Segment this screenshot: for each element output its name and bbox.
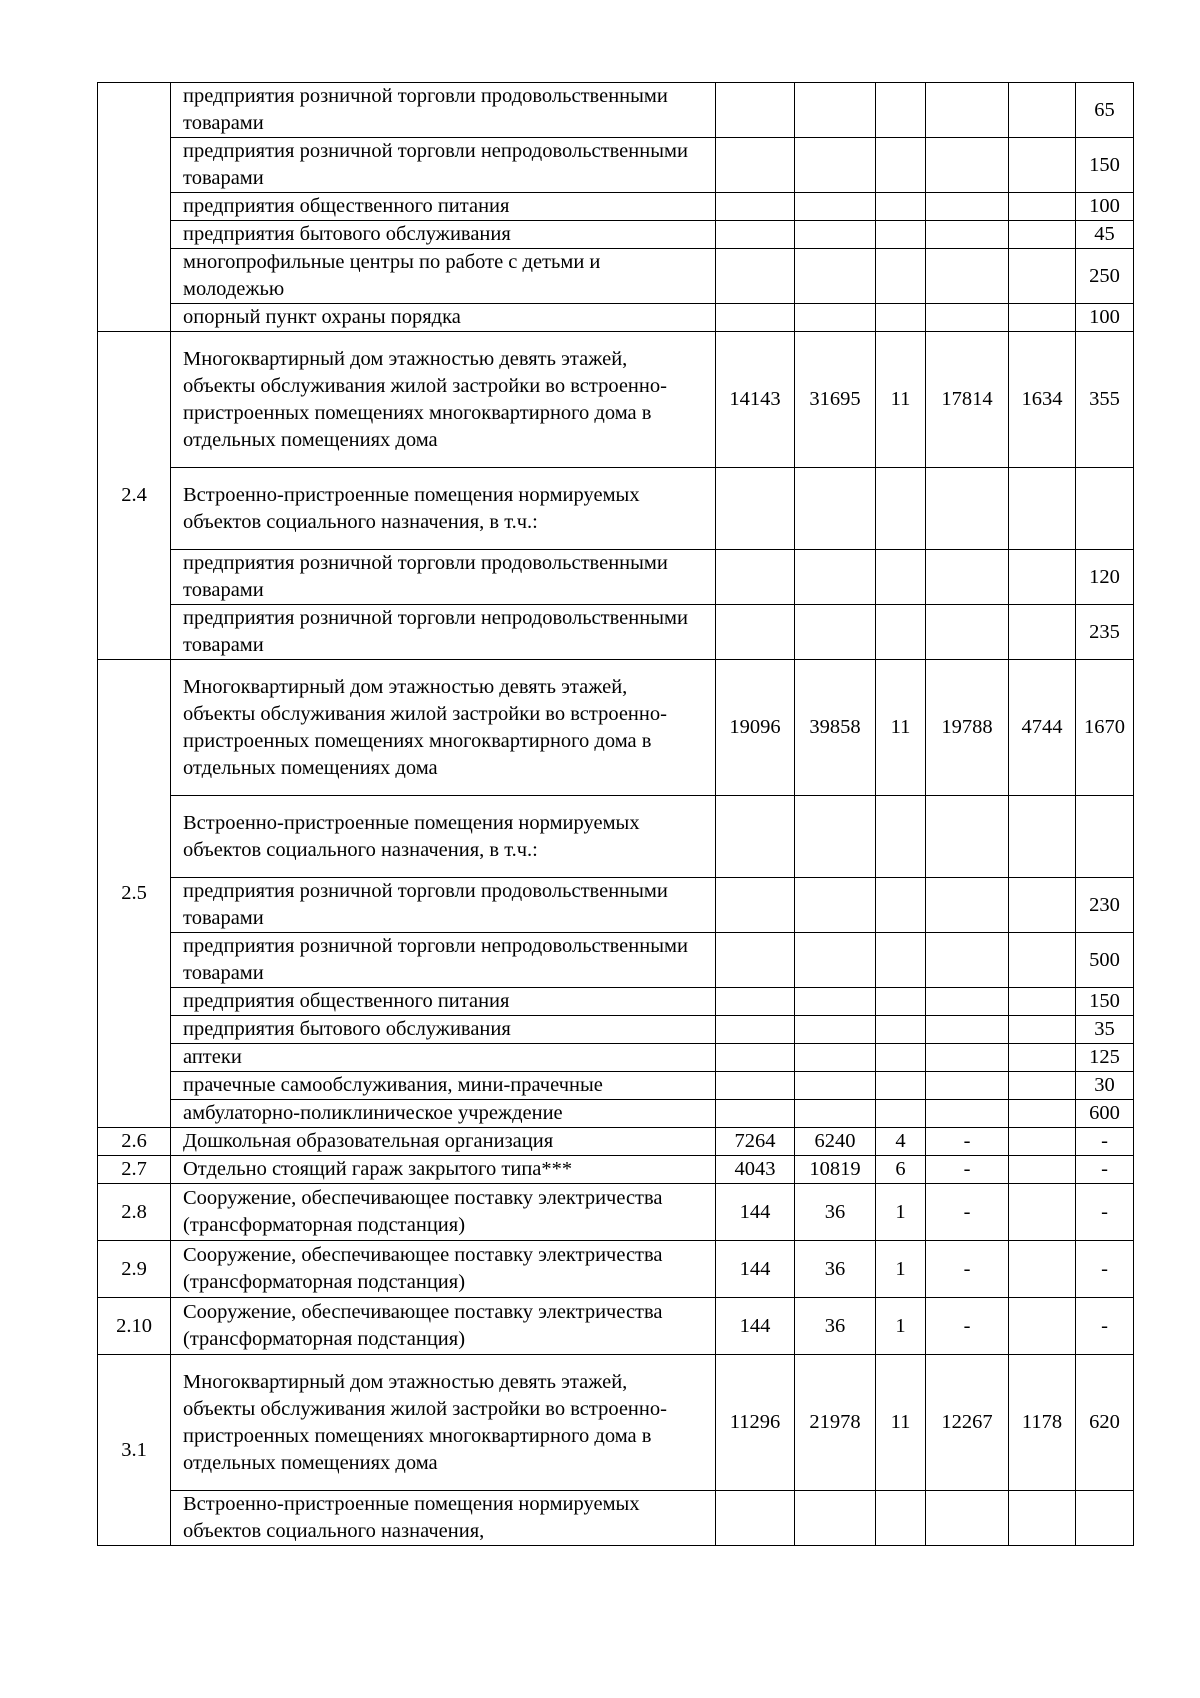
cell-c4: 17814 xyxy=(926,332,1009,468)
cell-c5 xyxy=(1009,878,1076,933)
cell-c5 xyxy=(1009,796,1076,878)
cell-c3 xyxy=(876,1044,926,1072)
cell-c4 xyxy=(926,933,1009,988)
table-row xyxy=(98,304,1134,332)
cell-c5 xyxy=(1009,1128,1076,1156)
cell-c6: - xyxy=(1076,1128,1134,1156)
table-row xyxy=(98,878,1134,933)
cell-c3 xyxy=(876,605,926,660)
cell-c2: 21978 xyxy=(795,1355,876,1491)
cell-c5 xyxy=(1009,304,1076,332)
cell-c4: - xyxy=(926,1298,1009,1355)
cell-c3 xyxy=(876,1016,926,1044)
table-row xyxy=(98,1016,1134,1044)
cell-c2 xyxy=(795,605,876,660)
cell-c5 xyxy=(1009,1016,1076,1044)
cell-c4 xyxy=(926,1491,1009,1546)
cell-c5 xyxy=(1009,1100,1076,1128)
cell-c1 xyxy=(716,1044,795,1072)
cell-c4 xyxy=(926,878,1009,933)
table-row xyxy=(98,468,1134,550)
cell-c4: 19788 xyxy=(926,660,1009,796)
cell-c6 xyxy=(1076,468,1134,550)
table-row xyxy=(98,1298,1134,1355)
row-name: Многоквартирный дом этажностью девять этажей, объекты обслуживания жилой застройки во встроенно-пристроенных помещениях многоквартирного дома в отдельных помещениях дома xyxy=(171,332,716,468)
cell-c2 xyxy=(795,304,876,332)
cell-c4 xyxy=(926,83,1009,138)
cell-c3: 11 xyxy=(876,332,926,468)
cell-c2: 36 xyxy=(795,1298,876,1355)
cell-c5 xyxy=(1009,1156,1076,1184)
data-table xyxy=(97,82,1134,1546)
row-name: аптеки xyxy=(171,1044,716,1072)
cell-c3 xyxy=(876,1072,926,1100)
cell-c4 xyxy=(926,796,1009,878)
cell-c1 xyxy=(716,796,795,878)
table-row xyxy=(98,83,1134,138)
table-row xyxy=(98,193,1134,221)
table-row xyxy=(98,1491,1134,1546)
cell-c3 xyxy=(876,550,926,605)
cell-c6 xyxy=(1076,796,1134,878)
table-row xyxy=(98,221,1134,249)
cell-c3 xyxy=(876,249,926,304)
cell-c5 xyxy=(1009,1072,1076,1100)
row-name: опорный пункт охраны порядка xyxy=(171,304,716,332)
row-number: 2.10 xyxy=(98,1298,171,1355)
cell-c2 xyxy=(795,193,876,221)
cell-c5 xyxy=(1009,138,1076,193)
cell-c2: 31695 xyxy=(795,332,876,468)
row-number: 2.6 xyxy=(98,1128,171,1156)
cell-c2: 39858 xyxy=(795,660,876,796)
cell-c3 xyxy=(876,468,926,550)
table-row xyxy=(98,1128,1134,1156)
cell-c1 xyxy=(716,1491,795,1546)
cell-c4: 12267 xyxy=(926,1355,1009,1491)
cell-c5 xyxy=(1009,550,1076,605)
cell-c4 xyxy=(926,468,1009,550)
cell-c5 xyxy=(1009,249,1076,304)
cell-c2 xyxy=(795,1016,876,1044)
cell-c6: 35 xyxy=(1076,1016,1134,1044)
row-name: Сооружение, обеспечивающее поставку электричества (трансформаторная подстанция) xyxy=(171,1241,716,1298)
cell-c1: 144 xyxy=(716,1298,795,1355)
cell-c5 xyxy=(1009,193,1076,221)
row-number: 2.4 xyxy=(98,332,171,660)
cell-c2 xyxy=(795,138,876,193)
table-row xyxy=(98,550,1134,605)
row-number: 2.5 xyxy=(98,660,171,1128)
cell-c2 xyxy=(795,1491,876,1546)
cell-c5: 1178 xyxy=(1009,1355,1076,1491)
row-name: предприятия бытового обслуживания xyxy=(171,1016,716,1044)
table-row xyxy=(98,332,1134,468)
row-name: Дошкольная образовательная организация xyxy=(171,1128,716,1156)
cell-c3 xyxy=(876,988,926,1016)
cell-c2 xyxy=(795,83,876,138)
table-row xyxy=(98,1241,1134,1298)
table-row xyxy=(98,138,1134,193)
cell-c1: 19096 xyxy=(716,660,795,796)
row-number: 2.7 xyxy=(98,1156,171,1184)
cell-c5 xyxy=(1009,605,1076,660)
table-row xyxy=(98,1072,1134,1100)
cell-c1 xyxy=(716,304,795,332)
cell-c6: - xyxy=(1076,1298,1134,1355)
row-name: Отдельно стоящий гараж закрытого типа*** xyxy=(171,1156,716,1184)
cell-c1 xyxy=(716,1072,795,1100)
cell-c2 xyxy=(795,550,876,605)
cell-c4 xyxy=(926,1072,1009,1100)
cell-c3 xyxy=(876,83,926,138)
row-name: предприятия бытового обслуживания xyxy=(171,221,716,249)
cell-c6: 125 xyxy=(1076,1044,1134,1072)
cell-c6: 620 xyxy=(1076,1355,1134,1491)
cell-c1 xyxy=(716,193,795,221)
row-number xyxy=(98,83,171,332)
cell-c5 xyxy=(1009,1184,1076,1241)
cell-c3: 1 xyxy=(876,1298,926,1355)
cell-c4: - xyxy=(926,1184,1009,1241)
cell-c6 xyxy=(1076,1491,1134,1546)
cell-c1 xyxy=(716,468,795,550)
cell-c4 xyxy=(926,988,1009,1016)
table-row xyxy=(98,660,1134,796)
cell-c5 xyxy=(1009,83,1076,138)
table-row xyxy=(98,1156,1134,1184)
cell-c2: 36 xyxy=(795,1184,876,1241)
cell-c4: - xyxy=(926,1241,1009,1298)
cell-c4 xyxy=(926,138,1009,193)
table-row xyxy=(98,249,1134,304)
cell-c3: 11 xyxy=(876,660,926,796)
cell-c2 xyxy=(795,796,876,878)
cell-c3 xyxy=(876,304,926,332)
row-name: амбулаторно-поликлиническое учреждение xyxy=(171,1100,716,1128)
row-name: предприятия розничной торговли продовольственными товарами xyxy=(171,83,716,138)
cell-c5 xyxy=(1009,1298,1076,1355)
cell-c3: 1 xyxy=(876,1184,926,1241)
row-name: Многоквартирный дом этажностью девять этажей, объекты обслуживания жилой застройки во встроенно-пристроенных помещениях многоквартирного дома в отдельных помещениях дома xyxy=(171,1355,716,1491)
cell-c4 xyxy=(926,550,1009,605)
cell-c2 xyxy=(795,249,876,304)
table-row xyxy=(98,1100,1134,1128)
row-number: 3.1 xyxy=(98,1355,171,1546)
cell-c3 xyxy=(876,193,926,221)
cell-c1 xyxy=(716,550,795,605)
cell-c3 xyxy=(876,796,926,878)
cell-c5 xyxy=(1009,933,1076,988)
cell-c2 xyxy=(795,1044,876,1072)
cell-c1 xyxy=(716,988,795,1016)
cell-c6: 65 xyxy=(1076,83,1134,138)
cell-c5: 4744 xyxy=(1009,660,1076,796)
row-name: предприятия розничной торговли непродовольственными товарами xyxy=(171,605,716,660)
cell-c1: 7264 xyxy=(716,1128,795,1156)
cell-c6: 120 xyxy=(1076,550,1134,605)
cell-c4 xyxy=(926,605,1009,660)
cell-c4: - xyxy=(926,1156,1009,1184)
cell-c6: 30 xyxy=(1076,1072,1134,1100)
table-row xyxy=(98,1355,1134,1491)
row-name: предприятия общественного питания xyxy=(171,988,716,1016)
row-name: Многоквартирный дом этажностью девять этажей, объекты обслуживания жилой застройки во встроенно-пристроенных помещениях многоквартирного дома в отдельных помещениях дома xyxy=(171,660,716,796)
cell-c6: 230 xyxy=(1076,878,1134,933)
cell-c1: 11296 xyxy=(716,1355,795,1491)
cell-c4 xyxy=(926,1100,1009,1128)
cell-c5: 1634 xyxy=(1009,332,1076,468)
cell-c5 xyxy=(1009,988,1076,1016)
cell-c6: 100 xyxy=(1076,193,1134,221)
row-name: предприятия розничной торговли непродовольственными товарами xyxy=(171,933,716,988)
cell-c2 xyxy=(795,1072,876,1100)
cell-c6: 100 xyxy=(1076,304,1134,332)
cell-c4 xyxy=(926,249,1009,304)
cell-c1: 4043 xyxy=(716,1156,795,1184)
row-name: предприятия общественного питания xyxy=(171,193,716,221)
cell-c2 xyxy=(795,988,876,1016)
cell-c6: 500 xyxy=(1076,933,1134,988)
row-name: Встроенно-пристроенные помещения нормируемых объектов социального назначения, в т.ч.: xyxy=(171,468,716,550)
cell-c3 xyxy=(876,878,926,933)
row-name: Сооружение, обеспечивающее поставку электричества (трансформаторная подстанция) xyxy=(171,1184,716,1241)
cell-c3 xyxy=(876,138,926,193)
row-name: предприятия розничной торговли продовольственными товарами xyxy=(171,550,716,605)
cell-c1 xyxy=(716,605,795,660)
cell-c4 xyxy=(926,304,1009,332)
cell-c1: 144 xyxy=(716,1184,795,1241)
cell-c1 xyxy=(716,138,795,193)
cell-c1 xyxy=(716,83,795,138)
cell-c4 xyxy=(926,221,1009,249)
cell-c1 xyxy=(716,249,795,304)
cell-c2: 6240 xyxy=(795,1128,876,1156)
table-row xyxy=(98,1184,1134,1241)
cell-c5 xyxy=(1009,1241,1076,1298)
cell-c5 xyxy=(1009,1491,1076,1546)
cell-c1: 144 xyxy=(716,1241,795,1298)
table-row xyxy=(98,1044,1134,1072)
cell-c6: 250 xyxy=(1076,249,1134,304)
cell-c1 xyxy=(716,878,795,933)
cell-c6: - xyxy=(1076,1241,1134,1298)
cell-c6: 1670 xyxy=(1076,660,1134,796)
cell-c3 xyxy=(876,1491,926,1546)
cell-c1 xyxy=(716,1100,795,1128)
cell-c3 xyxy=(876,221,926,249)
cell-c3: 4 xyxy=(876,1128,926,1156)
cell-c6: - xyxy=(1076,1156,1134,1184)
cell-c6: 600 xyxy=(1076,1100,1134,1128)
cell-c2: 10819 xyxy=(795,1156,876,1184)
cell-c6: 45 xyxy=(1076,221,1134,249)
cell-c4 xyxy=(926,1016,1009,1044)
row-name: Встроенно-пристроенные помещения нормируемых объектов социального назначения, в т.ч.: xyxy=(171,796,716,878)
table-row xyxy=(98,796,1134,878)
cell-c5 xyxy=(1009,221,1076,249)
cell-c1 xyxy=(716,933,795,988)
cell-c5 xyxy=(1009,468,1076,550)
cell-c3: 6 xyxy=(876,1156,926,1184)
row-number: 2.8 xyxy=(98,1184,171,1241)
row-name: многопрофильные центры по работе с детьми и молодежью xyxy=(171,249,716,304)
cell-c2 xyxy=(795,878,876,933)
row-name: предприятия розничной торговли продовольственными товарами xyxy=(171,878,716,933)
cell-c3: 1 xyxy=(876,1241,926,1298)
cell-c2 xyxy=(795,1100,876,1128)
cell-c2 xyxy=(795,933,876,988)
cell-c1 xyxy=(716,1016,795,1044)
cell-c6: - xyxy=(1076,1184,1134,1241)
cell-c5 xyxy=(1009,1044,1076,1072)
cell-c1 xyxy=(716,221,795,249)
table-row xyxy=(98,988,1134,1016)
row-name: предприятия розничной торговли непродовольственными товарами xyxy=(171,138,716,193)
cell-c2 xyxy=(795,468,876,550)
row-name: Встроенно-пристроенные помещения нормируемых объектов социального назначения, xyxy=(171,1491,716,1546)
cell-c6: 235 xyxy=(1076,605,1134,660)
table-row xyxy=(98,605,1134,660)
table-row xyxy=(98,933,1134,988)
cell-c2: 36 xyxy=(795,1241,876,1298)
cell-c6: 150 xyxy=(1076,988,1134,1016)
cell-c3 xyxy=(876,1100,926,1128)
cell-c3 xyxy=(876,933,926,988)
cell-c1: 14143 xyxy=(716,332,795,468)
cell-c4 xyxy=(926,1044,1009,1072)
cell-c3: 11 xyxy=(876,1355,926,1491)
cell-c2 xyxy=(795,221,876,249)
row-number: 2.9 xyxy=(98,1241,171,1298)
cell-c6: 355 xyxy=(1076,332,1134,468)
row-name: прачечные самообслуживания, мини-прачечные xyxy=(171,1072,716,1100)
row-name: Сооружение, обеспечивающее поставку электричества (трансформаторная подстанция) xyxy=(171,1298,716,1355)
cell-c4 xyxy=(926,193,1009,221)
cell-c6: 150 xyxy=(1076,138,1134,193)
cell-c4: - xyxy=(926,1128,1009,1156)
